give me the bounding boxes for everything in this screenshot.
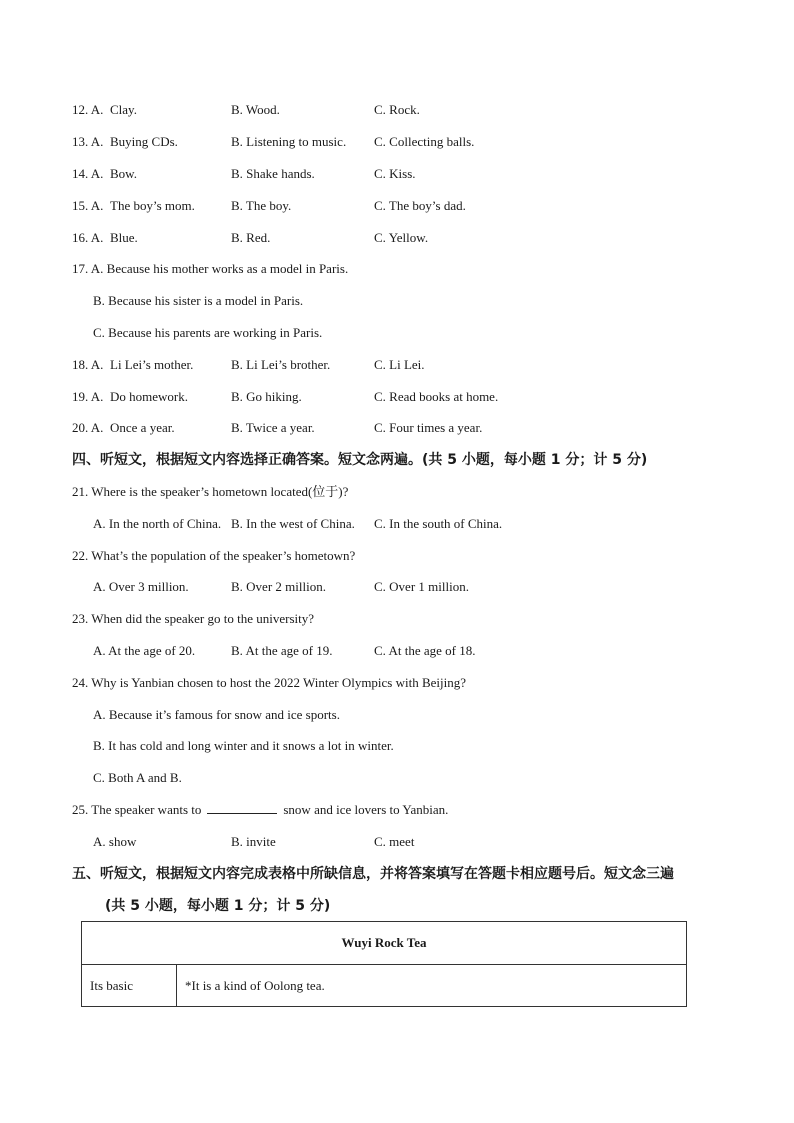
question-number: 15. A. bbox=[72, 198, 104, 213]
option-c: C. The boy’s dad. bbox=[374, 198, 466, 213]
option-b: B. At the age of 19. bbox=[231, 643, 333, 658]
option-c: C. At the age of 18. bbox=[374, 643, 476, 658]
option-a: Buying CDs. bbox=[110, 134, 178, 149]
question-stem: 21. Where is the speaker’s hometown located(位于)? bbox=[72, 484, 349, 499]
option-c: C. Kiss. bbox=[374, 166, 416, 181]
option-c: C. meet bbox=[374, 834, 415, 849]
option-b: B. Listening to music. bbox=[231, 134, 347, 149]
option-b: B. In the west of China. bbox=[231, 516, 355, 531]
option-b: B. Li Lei’s brother. bbox=[231, 357, 331, 372]
option-b: B. Over 2 million. bbox=[231, 579, 326, 594]
question-number: 13. A. bbox=[72, 134, 104, 149]
section-5-heading: 五、听短文，根据短文内容完成表格中所缺信息，并将答案填写在答题卡相应题号后。短文念三遍 bbox=[72, 866, 674, 882]
option-c: C. Yellow. bbox=[374, 230, 429, 245]
option-c: C. Collecting balls. bbox=[374, 134, 475, 149]
option-b: B. Twice a year. bbox=[231, 420, 315, 435]
question-number: 16. A. bbox=[72, 230, 104, 245]
option-a: Clay. bbox=[110, 102, 137, 117]
table-title: Wuyi Rock Tea bbox=[82, 922, 687, 965]
option-a: 17. A. Because his mother works as a model in Paris. bbox=[72, 261, 349, 276]
option-c: C. In the south of China. bbox=[374, 516, 503, 531]
option-c: C. Over 1 million. bbox=[374, 579, 469, 594]
option-a: Blue. bbox=[110, 230, 138, 245]
option-c: C. Because his parents are working in Paris. bbox=[93, 325, 323, 340]
question-number: 14. A. bbox=[72, 166, 104, 181]
option-b: B. Go hiking. bbox=[231, 389, 302, 404]
option-a: A. In the north of China. bbox=[93, 516, 222, 531]
option-b: B. Shake hands. bbox=[231, 166, 315, 181]
question-number: 19. A. bbox=[72, 389, 104, 404]
stem-after-blank: snow and ice lovers to Yanbian. bbox=[283, 802, 449, 817]
info-table bbox=[81, 921, 687, 1007]
option-b: B. The boy. bbox=[231, 198, 292, 213]
option-a: Bow. bbox=[110, 166, 137, 181]
option-a: The boy’s mom. bbox=[110, 198, 195, 213]
option-b: B. It has cold and long winter and it snows a lot in winter. bbox=[93, 738, 394, 753]
table-title-row bbox=[82, 922, 687, 965]
option-c: C. Both A and B. bbox=[93, 770, 182, 785]
stem-before-blank: 25. The speaker wants to bbox=[72, 802, 202, 817]
table-row-label: Its basic bbox=[82, 965, 177, 1007]
answer-blank bbox=[207, 801, 277, 814]
option-c: C. Rock. bbox=[374, 102, 420, 117]
option-c: C. Li Lei. bbox=[374, 357, 425, 372]
question-number: 12. A. bbox=[72, 102, 104, 117]
option-a: A. Over 3 million. bbox=[93, 579, 189, 594]
question-stem bbox=[72, 801, 448, 819]
option-a: A. At the age of 20. bbox=[93, 643, 196, 658]
section-5-heading-scoring: (共 5 小题，每小题 1 分；计 5 分) bbox=[105, 898, 331, 914]
table-row bbox=[82, 965, 687, 1007]
option-c: C. Read books at home. bbox=[374, 389, 499, 404]
option-b: B. Because his sister is a model in Paris. bbox=[93, 293, 304, 308]
question-stem: 22. What’s the population of the speaker’s hometown? bbox=[72, 548, 356, 563]
question-number: 20. A. bbox=[72, 420, 104, 435]
option-b: B. invite bbox=[231, 834, 276, 849]
question-number: 18. A. bbox=[72, 357, 104, 372]
section-4-heading: 四、听短文，根据短文内容选择正确答案。短文念两遍。(共 5 小题，每小题 1 分；计 5 分) bbox=[72, 452, 648, 468]
option-b: B. Wood. bbox=[231, 102, 280, 117]
option-a: Li Lei’s mother. bbox=[110, 357, 194, 372]
table-row-value: *It is a kind of Oolong tea. bbox=[177, 965, 687, 1007]
option-a: A. Because it’s famous for snow and ice sports. bbox=[93, 707, 340, 722]
option-a: Do homework. bbox=[110, 389, 188, 404]
option-a: Once a year. bbox=[110, 420, 175, 435]
option-b: B. Red. bbox=[231, 230, 271, 245]
option-c: C. Four times a year. bbox=[374, 420, 483, 435]
option-a: A. show bbox=[93, 834, 137, 849]
question-stem: 23. When did the speaker go to the university? bbox=[72, 611, 315, 626]
question-stem: 24. Why is Yanbian chosen to host the 2022 Winter Olympics with Beijing? bbox=[72, 675, 467, 690]
